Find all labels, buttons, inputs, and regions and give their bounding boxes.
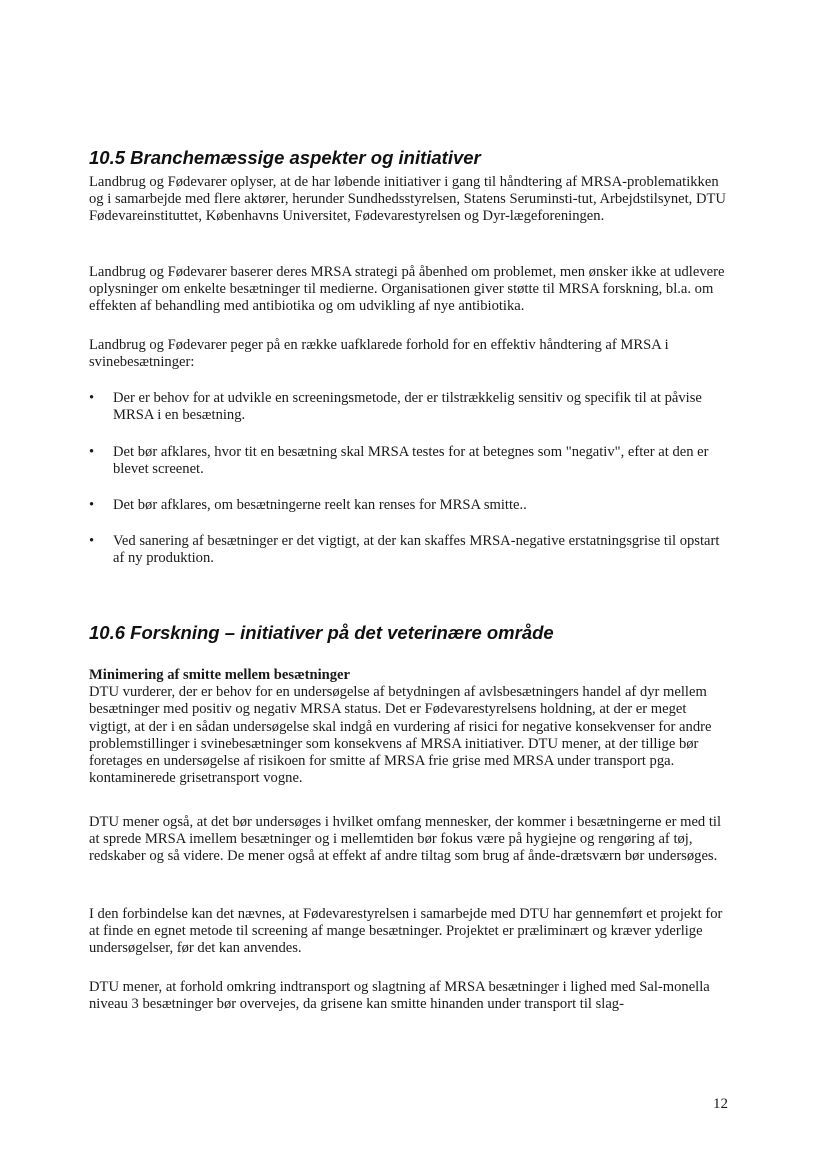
section-heading-10-6: 10.6 Forskning – initiativer på det veterinære område: [89, 622, 554, 643]
bullet-text: Der er behov for at udvikle en screeningsmetode, der er tilstrækkelig sensitiv og specifik til at påvise MRSA i en besætning.: [113, 390, 702, 424]
subheading: Minimering af smitte mellem besætninger: [89, 667, 351, 683]
bullet-text: Ved sanering af besætninger er det vigtigt, at der kan skaffes MRSA-negative erstatningsgrise til opstart af ny produktion.: [113, 533, 720, 567]
paragraph-10-5-1: Landbrug og Fødevarer oplyser, at de har løbende initiativer i gang til håndtering af MRSA-problematikken og i samarbejde med flere aktører, herunder Sundhedsstyrelsen, Statens Seruminsti-tut, Arbejdstilsynet, DTU Fødevareinstituttet, Københavns Universitet, Fødevarestyrelsen og Dyr-lægeforeningen.: [89, 174, 726, 225]
page-number: 12: [713, 1096, 728, 1112]
bullet-icon: •: [89, 533, 95, 549]
paragraph-10-6-1: [89, 667, 729, 787]
bullet-text: Det bør afklares, hvor tit en besætning skal MRSA testes for at betegnes som "negativ", efter at den er blevet screenet.: [113, 444, 709, 478]
bullet-text: Det bør afklares, om besætningerne reelt kan renses for MRSA smitte..: [113, 497, 527, 513]
paragraph-10-6-3: I den forbindelse kan det nævnes, at Fødevarestyrelsen i samarbejde med DTU har gennemført et projekt for at finde en egnet metode til screening af mange besætninger. Projektet er præliminært og kræver yderlige undersøgelser, før det kan anvendes.: [89, 906, 723, 957]
paragraph-10-6-2: DTU mener også, at det bør undersøges i hvilket omfang mennesker, der kommer i besætningerne er med til at sprede MRSA imellem besætninger og i mellemtiden bør fokus være på hygiejne og rengøring af tøj, redskaber og så videre. De mener også at effekt af andre tiltag som brug af ånde-drætsværn bør undersøges.: [89, 814, 722, 865]
paragraph-text: DTU vurderer, der er behov for en undersøgelse af betydningen af avlsbesætningers handel af dyr mellem besætninger med positiv og negativ MRSA status. Det er Fødevarestyrelsens holdning, at der er meget vigtigt, at der i en sådan undersøgelse skal indgå en vurdering af risici for negative konsekvenser for andre problemstillinger i svinebesætninger som konsekvens af MRSA initiativer. DTU mener, at der tillige bør foretages en undersøgelse af risikoen for smitte af MRSA frie grise med MRSA under transport pga. kontaminerede grisetransport vogne.: [89, 684, 712, 787]
paragraph-10-5-2: Landbrug og Fødevarer baserer deres MRSA strategi på åbenhed om problemet, men ønsker ikke at udlevere oplysninger om enkelte besætninger til medierne. Organisationen giver støtte til MRSA forskning, bl.a. om effekten af behandling med antibiotika og om udvikling af nye antibiotika.: [89, 264, 725, 315]
paragraph-10-5-3: Landbrug og Fødevarer peger på en række uafklarede forhold for en effektiv håndtering af MRSA i svinebesætninger:: [89, 337, 669, 371]
bullet-icon: •: [89, 497, 95, 513]
bullet-icon: •: [89, 390, 95, 406]
bullet-icon: •: [89, 444, 95, 460]
section-heading-10-5: 10.5 Branchemæssige aspekter og initiativer: [89, 147, 481, 168]
paragraph-10-6-4: DTU mener, at forhold omkring indtransport og slagtning af MRSA besætninger i lighed med Sal-monella niveau 3 besætninger bør overvejes, da grisene kan smitte hinanden under transport til slag-: [89, 979, 710, 1013]
